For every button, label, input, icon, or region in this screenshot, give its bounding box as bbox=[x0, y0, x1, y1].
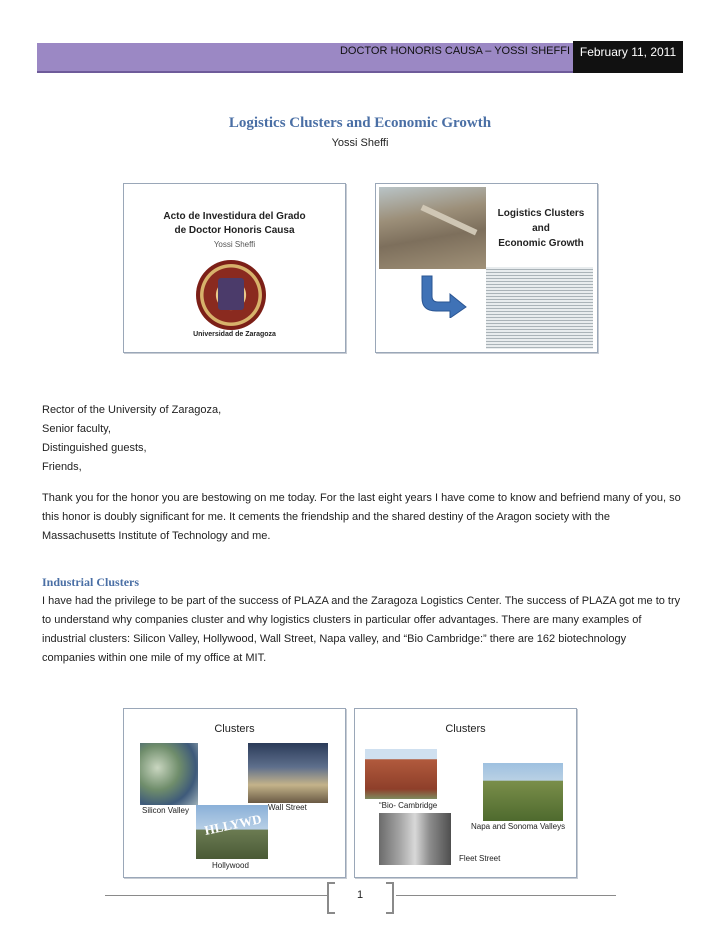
slide-clusters-left bbox=[123, 708, 346, 878]
fleet-street-caption: Fleet Street bbox=[459, 854, 501, 863]
header-date bbox=[573, 41, 683, 73]
hollywood-caption: Hollywood bbox=[212, 861, 249, 870]
aerial-photo-after bbox=[486, 267, 593, 349]
curved-arrow-icon bbox=[416, 274, 468, 318]
slide2-title-line2: and bbox=[532, 223, 550, 234]
bio-cambridge-caption: “Bio- Cambridge bbox=[379, 801, 438, 810]
seal-crest bbox=[218, 278, 244, 310]
slide4-title: Clusters bbox=[445, 723, 486, 735]
hollywood-photo bbox=[196, 805, 268, 859]
slide2-title-line3: Economic Growth bbox=[498, 238, 584, 249]
slide2-title bbox=[488, 206, 594, 251]
aerial-photo-before bbox=[379, 187, 486, 269]
napa-valley-caption: Napa and Sonoma Valleys bbox=[471, 822, 566, 831]
slide1-title-line2: de Doctor Honoris Causa bbox=[174, 225, 295, 236]
silicon-valley-photo bbox=[140, 743, 198, 805]
page-number: 1 bbox=[356, 889, 364, 901]
slide3-title: Clusters bbox=[214, 723, 255, 735]
hollywood-sign: HLLYWD bbox=[202, 811, 263, 838]
wall-street-caption: Wall Street bbox=[268, 803, 307, 812]
document-author: Yossi Sheffi bbox=[331, 137, 389, 149]
university-seal-icon bbox=[196, 260, 266, 330]
napa-valley-photo bbox=[483, 763, 563, 821]
slide1-title bbox=[124, 210, 345, 238]
slide2-title-line1: Logistics Clusters bbox=[497, 208, 585, 219]
silicon-valley-caption: Silicon Valley bbox=[142, 806, 189, 815]
fleet-street-photo bbox=[379, 813, 451, 865]
slide-logistics bbox=[375, 183, 598, 353]
slide-investidura bbox=[123, 183, 346, 353]
slide1-footer: Universidad de Zaragoza bbox=[193, 331, 276, 338]
salutation-line: Distinguished guests, bbox=[42, 442, 147, 454]
paragraph-intro: Thank you for the honor you are bestowing on me today. For the last eight years I have come to know and befriend many of you, so this honor is doubly significant for me. It cements the friendship and the shared destiny of the Aragon society with the Massachusetts Institute of Technology and me. bbox=[42, 492, 681, 542]
slide1-name: Yossi Sheffi bbox=[213, 240, 256, 249]
document-title: Logistics Clusters and Economic Growth bbox=[228, 115, 492, 131]
photo-road bbox=[421, 205, 478, 236]
paragraph-clusters: I have had the privilege to be part of the success of PLAZA and the Zaragoza Logistics Center. The success of PLAZA got me to try to understand why companies cluster and why logistics clusters in particular offer advantages. There are many examples of industrial clusters: Silicon Valley, Hollywood, Wall Street, Napa valley, and “Bio Cambridge:” there are 162 biotechnology companies within one mile of my office at MIT. bbox=[42, 595, 681, 664]
slide-clusters-right bbox=[354, 708, 577, 878]
section-heading: Industrial Clusters bbox=[42, 575, 140, 589]
header-title: DOCTOR HONORIS CAUSA – YOSSI SHEFFI bbox=[339, 45, 570, 57]
salutation-line: Rector of the University of Zaragoza, bbox=[42, 404, 222, 416]
salutation-line: Friends, bbox=[42, 461, 82, 473]
header-date-text: February 11, 2011 bbox=[579, 45, 677, 59]
salutation-line: Senior faculty, bbox=[42, 423, 111, 435]
wall-street-photo bbox=[248, 743, 328, 803]
bio-cambridge-photo bbox=[365, 749, 437, 799]
salutation bbox=[42, 401, 682, 477]
slide1-title-line1: Acto de Investidura del Grado bbox=[163, 211, 306, 222]
